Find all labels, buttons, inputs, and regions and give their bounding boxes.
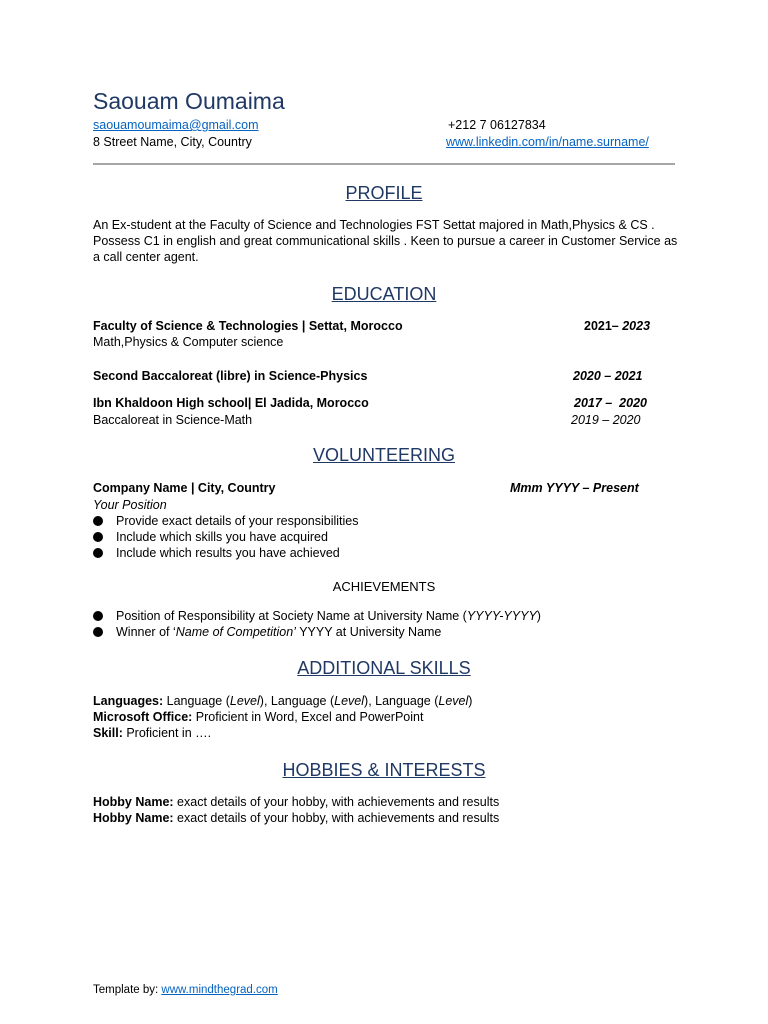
- footer-label: Template by:: [93, 984, 162, 996]
- languages-label: Languages:: [93, 694, 164, 708]
- email-link[interactable]: saouamoumaima@gmail.com: [93, 118, 259, 132]
- volunteer-bullet: [93, 545, 340, 561]
- profile-heading: PROFILE: [345, 183, 423, 203]
- languages-text-1: Language (: [163, 694, 230, 708]
- bullet-icon: [93, 516, 103, 526]
- footer-link[interactable]: www.mindthegrad.com: [161, 984, 278, 996]
- hobby-text: exact details of your hobby, with achievements and results: [173, 811, 500, 825]
- address: 8 Street Name, City, Country: [93, 135, 252, 149]
- header-divider: [93, 163, 675, 165]
- hobby-line: [93, 810, 499, 826]
- achievement-pre: Position of Responsibility at Society Name at University Name (: [116, 609, 467, 623]
- achievement-ital: Name of Competition’: [175, 625, 296, 639]
- volunteering-heading: VOLUNTEERING: [312, 445, 456, 465]
- skill-text: Proficient in ….: [122, 726, 212, 740]
- edu-3-date: 2017 – 2020: [574, 396, 647, 410]
- volunteer-company: Company Name | City, Country: [93, 481, 276, 495]
- linkedin-link[interactable]: www.linkedin.com/in/name.surname/: [446, 135, 649, 149]
- achievement-bullet: [93, 608, 541, 624]
- languages-line: [93, 693, 472, 709]
- skill-line: [93, 725, 211, 741]
- volunteer-position: Your Position: [93, 498, 167, 512]
- skill-label: Skill:: [93, 726, 123, 740]
- bullet-text: Include which results you have achieved: [116, 546, 340, 560]
- bullet-icon: [93, 532, 103, 542]
- languages-text-3: ), Language (: [364, 694, 439, 708]
- languages-level-1: Level: [229, 694, 260, 708]
- edu-1-date: [584, 318, 650, 334]
- achievement-bullet: [93, 624, 441, 640]
- hobby-text: exact details of your hobby, with achievements and results: [173, 795, 500, 809]
- hobby-line: [93, 794, 499, 810]
- edu-2-title: Second Baccaloreat (libre) in Science-Physics: [93, 369, 368, 383]
- office-label: Microsoft Office:: [93, 710, 193, 724]
- skills-heading: ADDITIONAL SKILLS: [297, 658, 471, 678]
- achievements-heading: ACHIEVEMENTS: [332, 579, 436, 594]
- candidate-name: Saouam Oumaima: [93, 88, 285, 114]
- footer: [93, 983, 278, 998]
- edu-1-date-end: 2023: [622, 319, 651, 333]
- bullet-icon: [93, 548, 103, 558]
- edu-3-title: Ibn Khaldoon High school| El Jadida, Morocco: [93, 396, 369, 410]
- languages-text-2: ), Language (: [259, 694, 335, 708]
- edu-1-date-start: 2021–: [584, 319, 623, 333]
- volunteer-bullet: [93, 529, 328, 545]
- volunteer-bullet: [93, 513, 358, 529]
- bullet-icon: [93, 611, 103, 621]
- languages-level-3: Level: [438, 694, 469, 708]
- languages-level-2: Level: [334, 694, 365, 708]
- bullet-icon: [93, 627, 103, 637]
- profile-text: An Ex-student at the Faculty of Science and Technologies FST Settat majored in Math,Physics & CS . Possess C1 in english and great communicational skills . Keen to pursue a career in Customer Service as a call center agent.: [93, 218, 678, 264]
- bullet-text: Include which skills you have acquired: [116, 530, 328, 544]
- edu-3-detail-date: 2019 – 2020: [571, 413, 641, 427]
- edu-1-title: Faculty of Science & Technologies | Settat, Morocco: [93, 319, 403, 333]
- edu-3-detail: Baccaloreat in Science-Math: [93, 413, 253, 427]
- achievement-pre: Winner of ‘: [116, 625, 176, 639]
- edu-1-detail: Math,Physics & Computer science: [93, 335, 284, 349]
- office-line: [93, 709, 423, 725]
- edu-2-date: 2020 – 2021: [573, 369, 643, 383]
- achievement-post: YYYY at University Name: [295, 625, 442, 639]
- achievement-post: ): [536, 609, 541, 623]
- education-heading: EDUCATION: [331, 284, 437, 304]
- volunteer-date: Mmm YYYY – Present: [510, 481, 639, 495]
- hobby-label: Hobby Name:: [93, 795, 174, 809]
- bullet-text: Provide exact details of your responsibilities: [116, 514, 359, 528]
- languages-text-end: ): [468, 694, 473, 708]
- office-text: Proficient in Word, Excel and PowerPoint: [192, 710, 424, 724]
- phone-number: +212 7 06127834: [448, 118, 546, 132]
- achievement-ital: YYYY-YYYY: [466, 609, 537, 623]
- hobbies-heading: HOBBIES & INTERESTS: [282, 760, 486, 780]
- hobby-label: Hobby Name:: [93, 811, 174, 825]
